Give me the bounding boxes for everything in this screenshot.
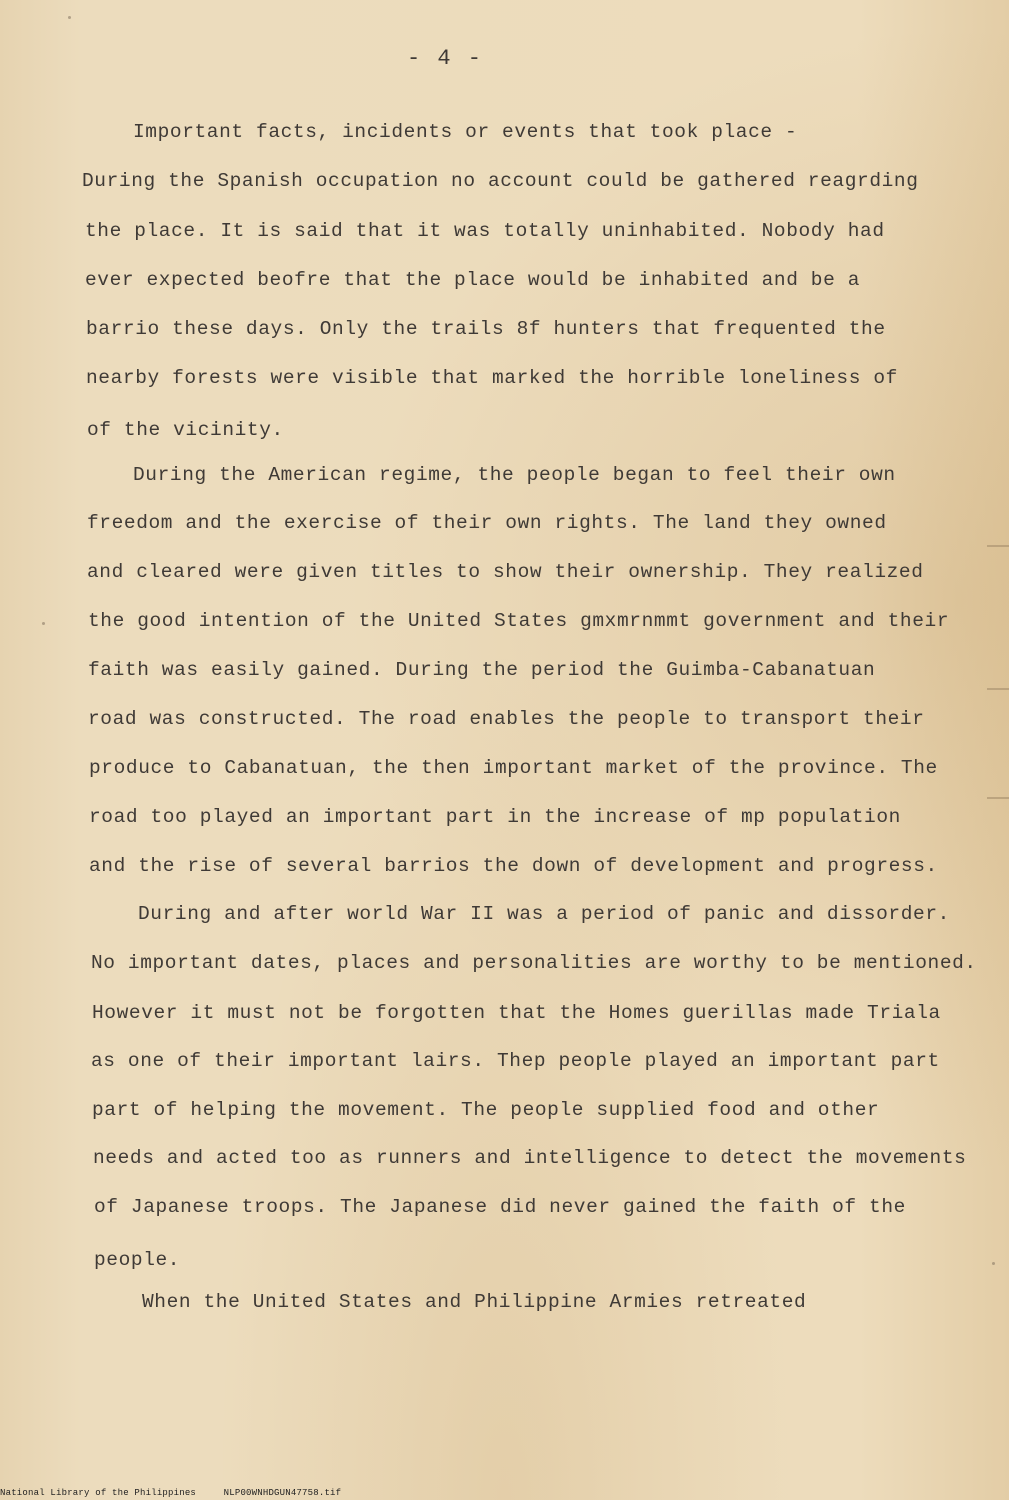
text-line: When the United States and Philippine Armies retreated	[142, 1291, 807, 1313]
paper-speck	[992, 1262, 995, 1265]
text-line: nearby forests were visible that marked the horrible loneliness of	[86, 367, 898, 389]
paper-edge-mark	[987, 688, 1009, 690]
text-line: During the American regime, the people began to feel their own	[133, 464, 896, 486]
text-line: people.	[94, 1249, 181, 1271]
page-number: - 4 -	[406, 46, 483, 71]
text-line: road too played an important part in the increase of mp population	[89, 806, 901, 828]
text-line: of Japanese troops. The Japanese did never gained the faith of the	[94, 1196, 906, 1218]
text-line: of the vicinity.	[87, 419, 284, 441]
paper-edge-mark	[987, 797, 1009, 799]
paper-edge-mark	[987, 545, 1009, 547]
footer-library: National Library of the Philippines	[0, 1488, 197, 1498]
text-line: freedom and the exercise of their own rights. The land they owned	[87, 512, 887, 534]
text-line: During the Spanish occupation no account could be gathered reagrding	[82, 170, 919, 192]
text-line: During and after world War II was a period of panic and dissorder.	[138, 903, 950, 925]
text-line: and the rise of several barrios the down of development and progress.	[89, 855, 938, 877]
text-line: Important facts, incidents or events that took place -	[133, 121, 798, 143]
text-line: barrio these days. Only the trails 8f hunters that frequented the	[86, 318, 886, 340]
text-line: as one of their important lairs. Thep people played an important part	[91, 1050, 940, 1072]
text-line: ever expected beofre that the place would be inhabited and be a	[85, 269, 861, 291]
text-line: faith was easily gained. During the period the Guimba-Cabanatuan	[88, 659, 876, 681]
text-line: No important dates, places and personalities are worthy to be mentioned.	[91, 952, 977, 974]
scan-footer	[0, 1488, 363, 1498]
text-line: road was constructed. The road enables the people to transport their	[88, 708, 925, 730]
text-line: However it must not be forgotten that the Homes guerillas made Triala	[92, 1002, 941, 1024]
text-line: needs and acted too as runners and intelligence to detect the movements	[93, 1147, 967, 1169]
paper-speck	[42, 622, 45, 625]
paper-speck	[68, 16, 71, 19]
text-line: produce to Cabanatuan, the then important market of the province. The	[89, 757, 938, 779]
text-line: the place. It is said that it was totally uninhabited. Nobody had	[85, 220, 885, 242]
text-line: the good intention of the United States gmxmrnmmt government and their	[88, 610, 950, 632]
text-line: part of helping the movement. The people supplied food and other	[92, 1099, 880, 1121]
text-line: and cleared were given titles to show their ownership. They realized	[87, 561, 924, 583]
footer-filename: NLP00WNHDGUN47758.tif	[223, 1488, 342, 1498]
